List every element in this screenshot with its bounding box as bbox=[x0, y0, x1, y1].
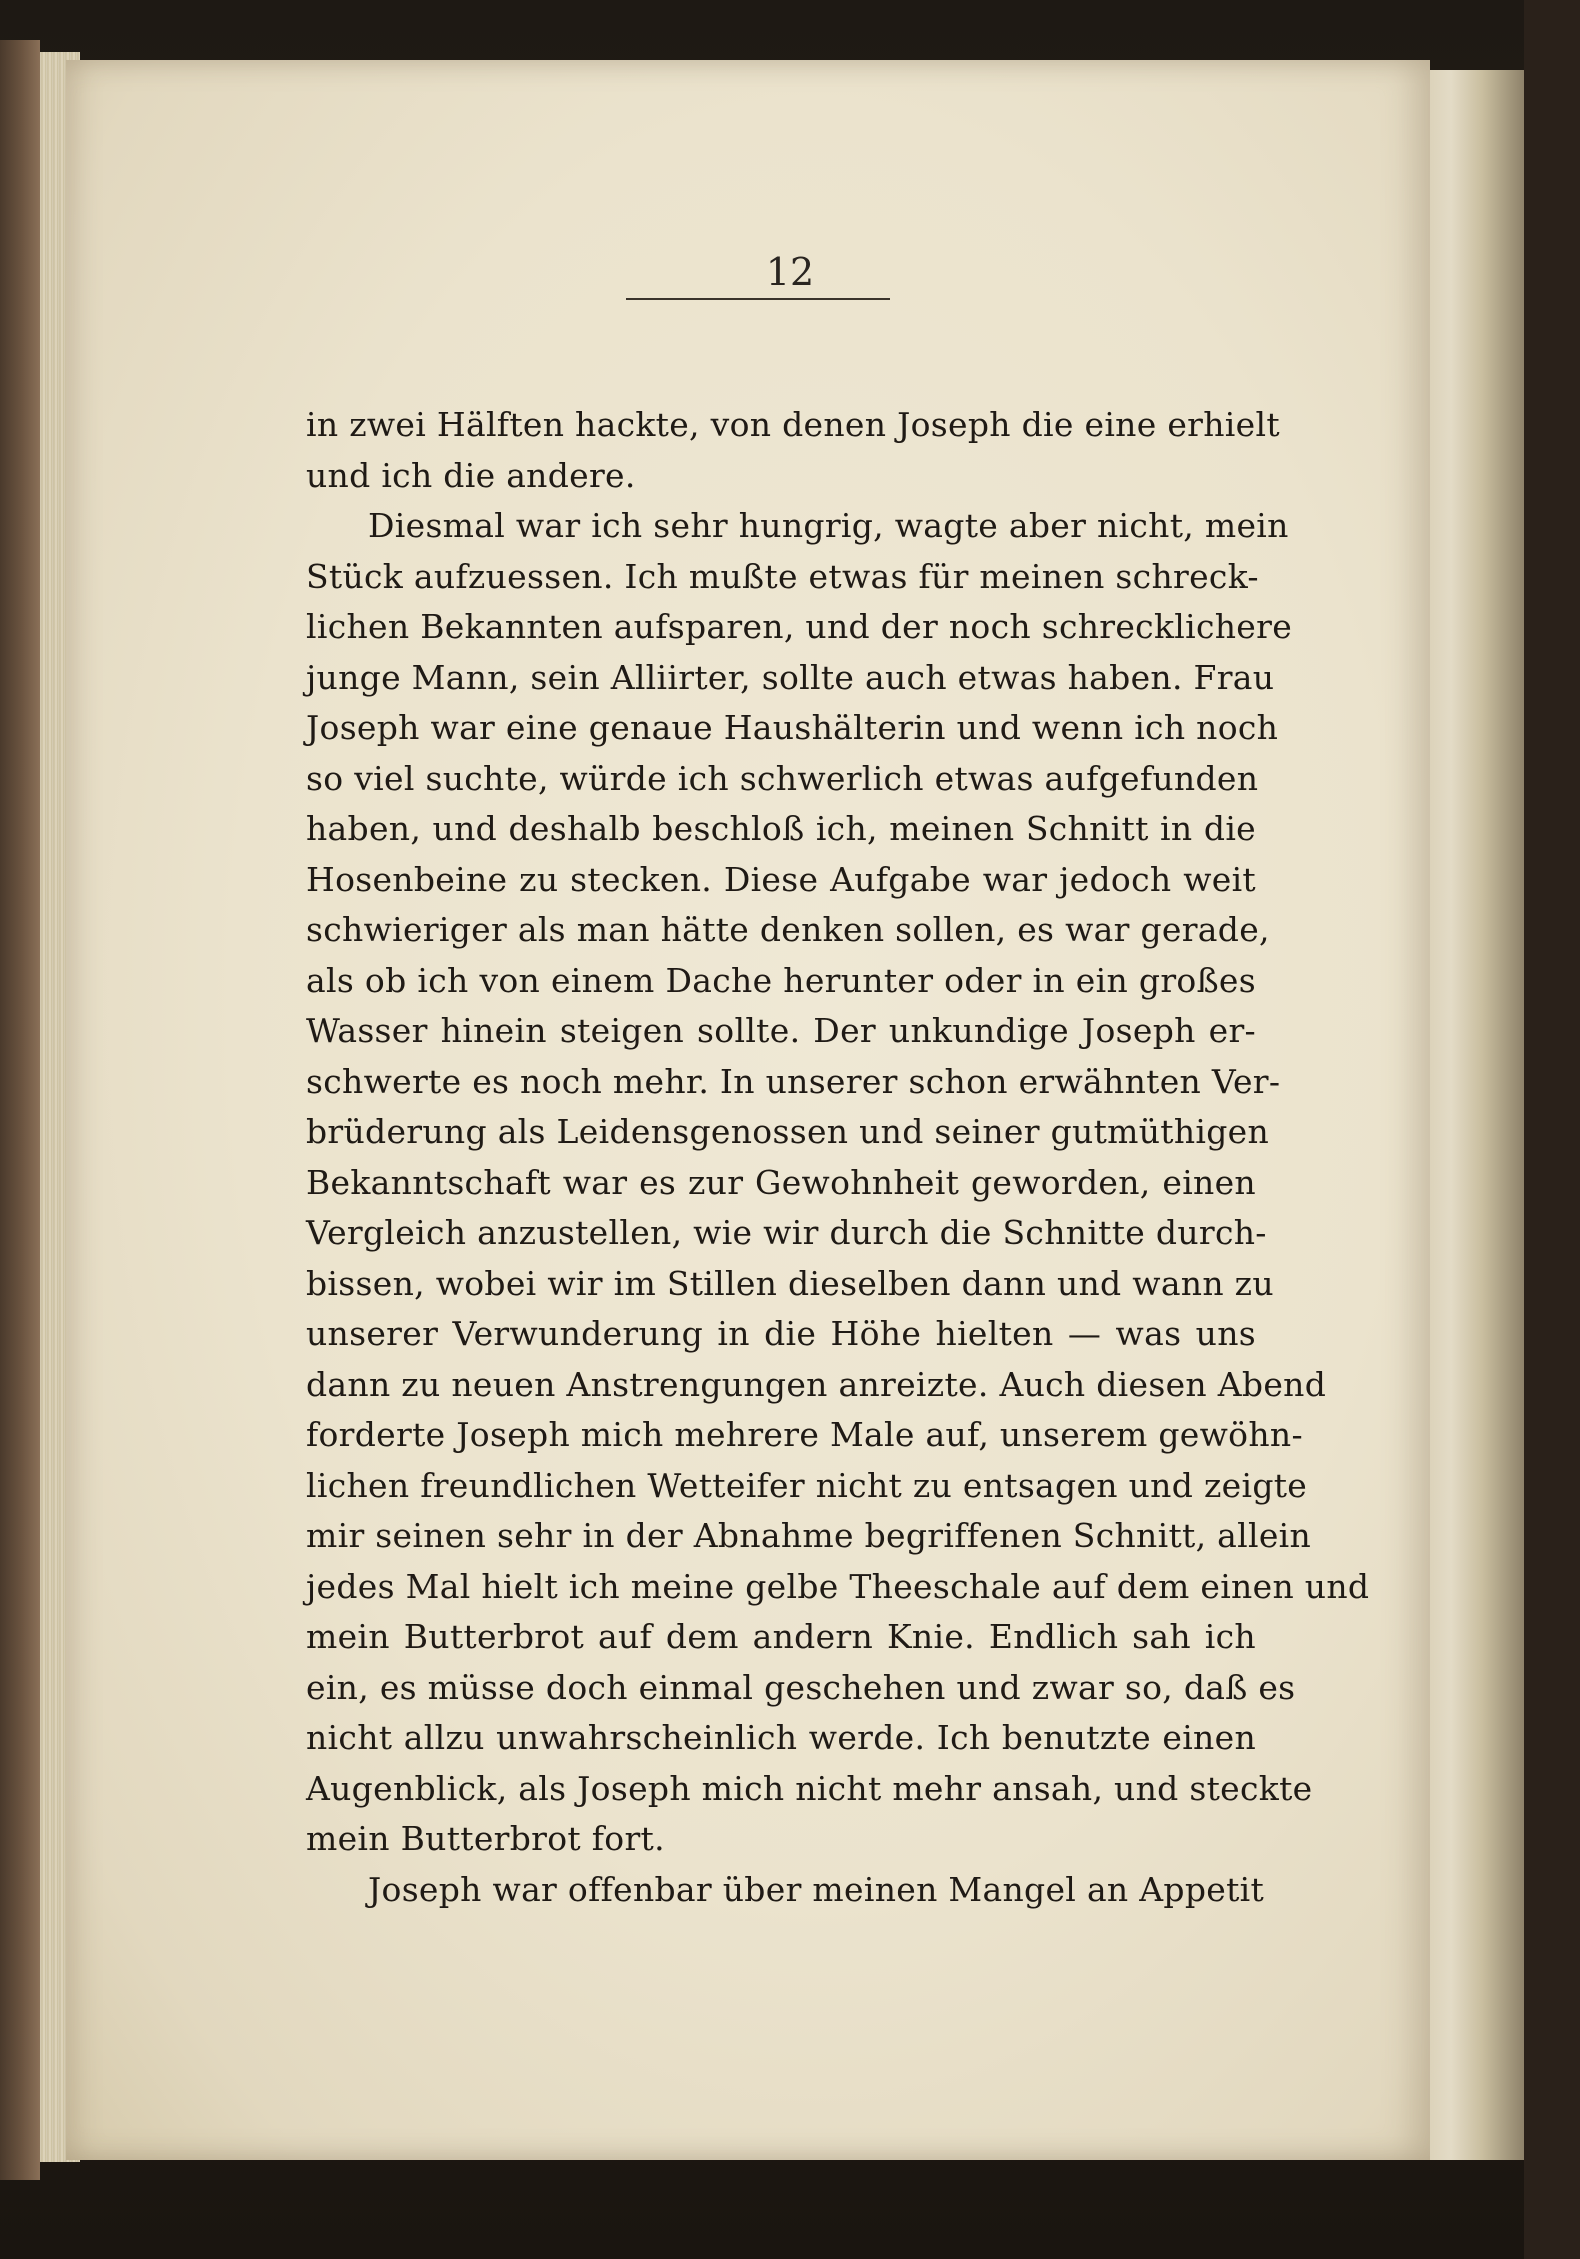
text-line: jedes Mal hielt ich meine gelbe Theeschale auf dem einen und bbox=[306, 1566, 1370, 1606]
text-line: in zwei Hälften hackte, von denen Joseph die eine erhielt bbox=[306, 405, 1280, 444]
text-line: mein Butterbrot auf dem andern Knie. Endlich sah ich bbox=[306, 1617, 1256, 1656]
text-line: so viel suchte, würde ich schwerlich etwas aufgefunden bbox=[306, 758, 1259, 798]
text-line: Stück aufzuessen. Ich mußte etwas für meinen schreck- bbox=[306, 556, 1259, 596]
text-line: Hosenbeine zu stecken. Diese Aufgabe war jedoch weit bbox=[306, 859, 1256, 899]
text-line: Augenblick, als Joseph mich nicht mehr ansah, und steckte bbox=[306, 1768, 1313, 1808]
text-line: schwerte es noch mehr. In unserer schon erwähnten Ver- bbox=[306, 1061, 1281, 1101]
page-text bbox=[306, 400, 1370, 1915]
text-line: nicht allzu unwahrscheinlich werde. Ich benutzte einen bbox=[306, 1718, 1256, 1757]
text-line: Wasser hinein steigen sollte. Der unkundige Joseph er- bbox=[306, 1011, 1256, 1050]
text-line: junge Mann, sein Alliirter, sollte auch etwas haben. Frau bbox=[306, 657, 1275, 697]
text-line: mir seinen sehr in der Abnahme begriffenen Schnitt, allein bbox=[306, 1516, 1312, 1555]
text-line: lichen freundlichen Wetteifer nicht zu entsagen und zeigte bbox=[306, 1465, 1308, 1505]
text-line: unserer Verwunderung in die Höhe hielten — was uns bbox=[306, 1314, 1256, 1353]
text-line: forderte Joseph mich mehrere Male auf, unserem gewöhn- bbox=[306, 1415, 1303, 1454]
text-line: ein, es müsse doch einmal geschehen und zwar so, daß es bbox=[306, 1667, 1296, 1707]
text-line: schwieriger als man hätte denken sollen, es war gerade, bbox=[306, 910, 1270, 949]
text-line: bissen, wobei wir im Stillen dieselben dann und wann zu bbox=[306, 1263, 1274, 1303]
text-line: als ob ich von einem Dache herunter oder in ein großes bbox=[306, 960, 1256, 1000]
header-rule bbox=[626, 298, 890, 300]
text-line: mein Butterbrot fort. bbox=[306, 1819, 665, 1858]
text-line: Vergleich anzustellen, wie wir durch die Schnitte durch- bbox=[306, 1213, 1267, 1252]
text-line: dann zu neuen Anstrengungen anreizte. Auch diesen Abend bbox=[306, 1364, 1327, 1404]
text-line: Joseph war eine genaue Haushälterin und wenn ich noch bbox=[306, 708, 1279, 747]
text-line: Bekanntschaft war es zur Gewohnheit geworden, einen bbox=[306, 1162, 1256, 1202]
text-line: Joseph war offenbar über meinen Mangel an Appetit bbox=[368, 1869, 1265, 1909]
text-line: haben, und deshalb beschloß ich, meinen Schnitt in die bbox=[306, 809, 1256, 848]
text-line: lichen Bekannten aufsparen, und der noch schrecklichere bbox=[306, 607, 1293, 646]
text-line: brüderung als Leidensgenossen und seiner gutmüthigen bbox=[306, 1112, 1270, 1151]
facing-page-edge bbox=[1420, 70, 1524, 2160]
text-line: Diesmal war ich sehr hungrig, wagte aber nicht, mein bbox=[368, 506, 1289, 545]
text-line: und ich die andere. bbox=[306, 455, 636, 495]
book-cover-edge bbox=[0, 40, 40, 2180]
page-number: 12 bbox=[765, 250, 815, 294]
